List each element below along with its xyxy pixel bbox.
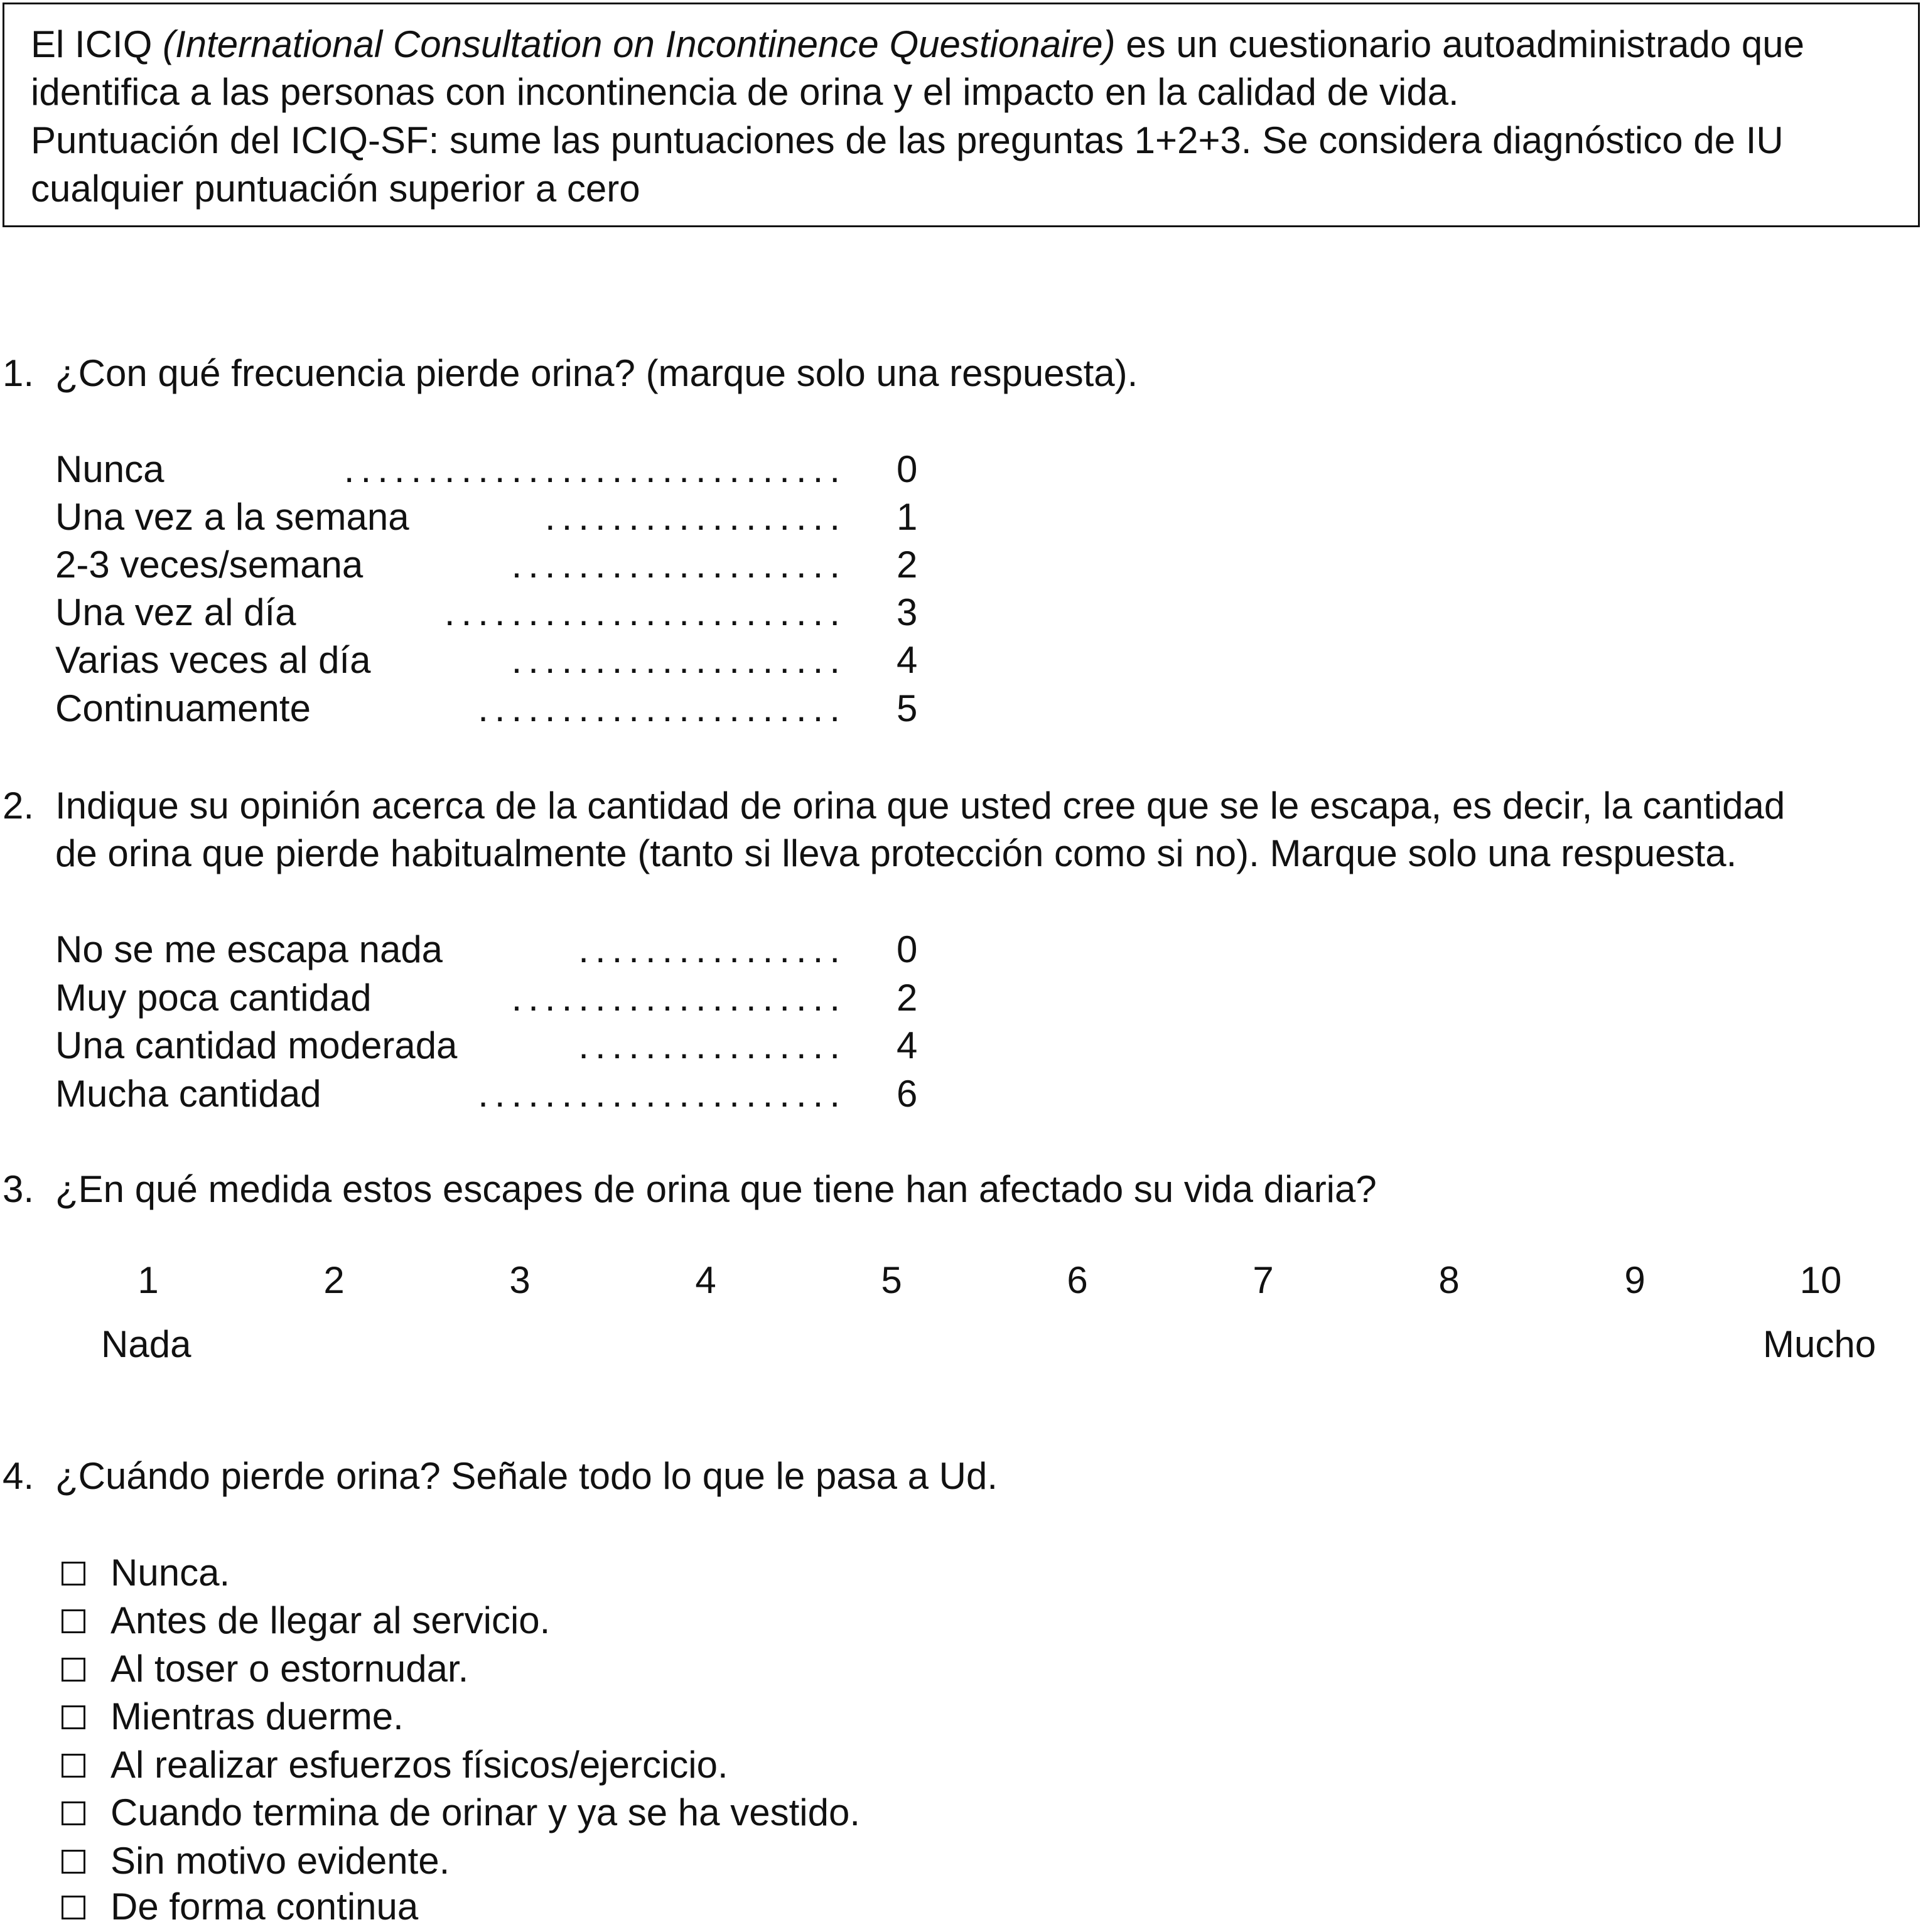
q2-option-score: 0 — [897, 928, 918, 970]
q3-scale-option[interactable]: 2 — [323, 1259, 345, 1301]
q2-option-leader: .................... — [511, 977, 846, 1019]
q4-option-label: De forma continua — [110, 1886, 419, 1928]
q1-option-leader: .............................. — [343, 448, 846, 490]
q2-option[interactable] — [55, 979, 922, 1023]
intro-line-1-start: El ICIQ — [31, 23, 163, 65]
q1-option[interactable] — [55, 591, 922, 638]
q2-option-label: Mucha cantidad — [55, 1073, 321, 1115]
intro-box — [3, 3, 1920, 227]
q1-option-score: 0 — [897, 448, 918, 490]
q1-option-leader: .................... — [511, 639, 846, 681]
q3-scale-option[interactable]: 5 — [881, 1259, 902, 1301]
q4-option-label: Al toser o estornudar. — [110, 1648, 469, 1690]
q4-number: 4. — [3, 1455, 35, 1497]
q4-option-label: Antes de llegar al servicio. — [110, 1599, 551, 1641]
q1-option-leader: ........................ — [444, 591, 846, 633]
intro-line-3: Puntuación del ICIQ-SF: sume las puntuaciones de las preguntas 1+2+3. Se considera diagnóstico de IU — [31, 119, 1784, 161]
q3-low-label: Nada — [101, 1323, 191, 1365]
q2-option-leader: ................ — [578, 1024, 846, 1066]
checkbox[interactable] — [62, 1658, 85, 1682]
checkbox[interactable] — [62, 1850, 85, 1874]
checkbox[interactable] — [62, 1609, 85, 1633]
q1-option-label: Una vez al día — [55, 591, 296, 633]
q3-scale-option[interactable]: 4 — [695, 1259, 716, 1301]
q3-scale-option[interactable]: 6 — [1067, 1259, 1088, 1301]
q2-number: 2. — [3, 785, 35, 827]
q4-option-label: Al realizar esfuerzos físicos/ejercicio. — [110, 1744, 728, 1786]
q1-option-label: Nunca — [55, 448, 164, 490]
q2-option-leader: ...................... — [478, 1073, 846, 1115]
q3-high-label: Mucho — [1763, 1323, 1877, 1365]
q4-text: ¿Cuándo pierde orina? Señale todo lo que le pasa a Ud. — [55, 1455, 998, 1497]
q1-option-score: 5 — [897, 687, 918, 729]
q1-text: ¿Con qué frecuencia pierde orina? (marque solo una respuesta). — [55, 352, 1138, 394]
q1-option[interactable] — [55, 687, 922, 734]
q4-option-label: Cuando termina de orinar y ya se ha vestido. — [110, 1791, 860, 1833]
q4-option-label: Nunca. — [110, 1552, 230, 1594]
q2-option-leader: ................ — [578, 928, 846, 970]
checkbox[interactable] — [62, 1562, 85, 1586]
q2-text-line-1: Indique su opinión acerca de la cantidad de orina que usted cree que se le escapa, es decir, la cantidad — [55, 785, 1786, 827]
q1-option-label: Continuamente — [55, 687, 311, 729]
q2-text-line-2: de orina que pierde habitualmente (tanto si lleva protección como si no). Marque solo una respuesta. — [55, 832, 1737, 874]
q2-option-score: 2 — [897, 977, 918, 1019]
q3-number: 3. — [3, 1168, 35, 1210]
q4-option-label: Sin motivo evidente. — [110, 1840, 450, 1882]
checkbox[interactable] — [62, 1801, 85, 1825]
intro-line-1-end: es un cuestionario autoadministrado que — [1115, 23, 1805, 65]
intro-line-4: cualquier puntuación superior a cero — [31, 168, 640, 210]
q1-option-score: 3 — [897, 591, 918, 633]
q3-scale-option[interactable]: 7 — [1252, 1259, 1274, 1301]
q2-option[interactable] — [55, 928, 922, 975]
intro-line-1-italic: (International Consultation on Incontinence Questionaire) — [163, 23, 1116, 65]
q1-option[interactable] — [55, 498, 922, 542]
q3-scale-option[interactable]: 1 — [137, 1259, 159, 1301]
q1-option-label: Una vez a la semana — [55, 496, 409, 538]
q3-scale-option[interactable]: 3 — [509, 1259, 531, 1301]
q1-option-label: Varias veces al día — [55, 639, 371, 681]
q1-option[interactable] — [55, 641, 922, 685]
q1-number: 1. — [3, 352, 35, 394]
q2-option-label: Una cantidad moderada — [55, 1024, 458, 1066]
q3-scale-option[interactable]: 9 — [1624, 1259, 1646, 1301]
intro-line-1 — [31, 23, 1805, 65]
q1-option-score: 1 — [897, 496, 918, 538]
q2-option-label: No se me escapa nada — [55, 928, 443, 970]
q1-option-leader: ...................... — [478, 687, 846, 729]
q1-option[interactable] — [55, 546, 922, 590]
checkbox[interactable] — [62, 1754, 85, 1778]
q1-option-label: 2-3 veces/semana — [55, 544, 364, 586]
q2-option[interactable] — [55, 1075, 922, 1119]
q3-scale-option[interactable]: 8 — [1438, 1259, 1460, 1301]
intro-line-2: identifica a las personas con incontinencia de orina y el impacto en la calidad de vida. — [31, 71, 1459, 113]
q2-option-score: 4 — [897, 1024, 918, 1066]
q1-option-leader: .................. — [544, 496, 846, 538]
q2-option-label: Muy poca cantidad — [55, 977, 372, 1019]
q2-option-score: 6 — [897, 1073, 918, 1115]
q1-option-leader: .................... — [511, 544, 846, 586]
q4-option-label: Mientras duerme. — [110, 1695, 404, 1737]
q2-option[interactable] — [55, 1024, 922, 1071]
q1-option-score: 4 — [897, 639, 918, 681]
q3-text: ¿En qué medida estos escapes de orina que tiene han afectado su vida diaria? — [55, 1168, 1377, 1210]
checkbox[interactable] — [62, 1896, 85, 1919]
q3-scale-option[interactable]: 10 — [1799, 1259, 1842, 1301]
q1-option-score: 2 — [897, 544, 918, 586]
q1-option[interactable] — [55, 448, 922, 495]
checkbox[interactable] — [62, 1705, 85, 1729]
